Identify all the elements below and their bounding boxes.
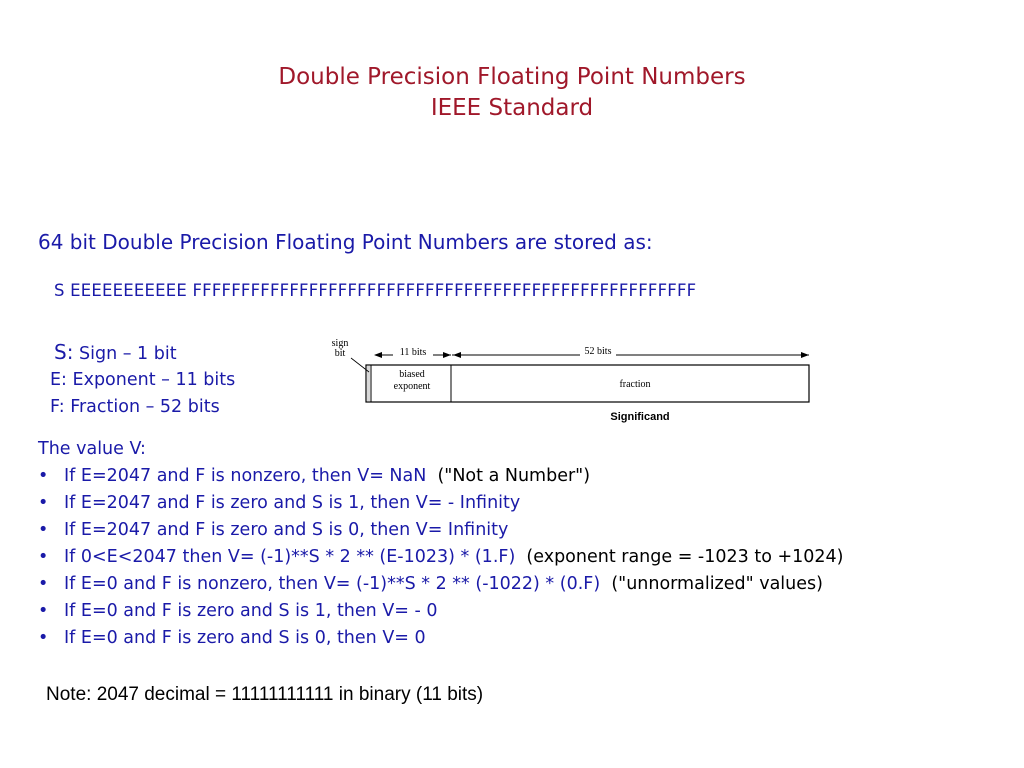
storage-heading: 64 bit Double Precision Floating Point Numbers are stored as: (38, 230, 653, 254)
rule-item (38, 463, 844, 490)
exponent-arrow-left (374, 352, 382, 358)
bullet: • (38, 493, 49, 513)
rule-note: ("unnormalized" values) (611, 574, 823, 594)
rule-item (38, 490, 844, 517)
value-intro: The value V: (38, 439, 146, 459)
rule-text: If E=2047 and F is nonzero, then V= NaN (64, 466, 427, 486)
bullet: • (38, 601, 49, 621)
bit-layout-string: S EEEEEEEEEEE FFFFFFFFFFFFFFFFFFFFFFFFFFFFFFFFFFFFFFFFFFFFFFFFFFFF (54, 281, 697, 300)
field-sign (54, 340, 177, 364)
field-exponent-desc: Exponent – 11 bits (72, 370, 236, 390)
rule-item (38, 544, 844, 571)
fraction-bits-label: 52 bits (580, 347, 616, 357)
rule-note: ("Not a Number") (437, 466, 591, 486)
sign-bit-label (325, 339, 355, 359)
fraction-arrow-left (453, 352, 461, 358)
rule-item (38, 517, 844, 544)
exponent-arrow-right (443, 352, 451, 358)
sign-label-line-2: bit (334, 348, 346, 359)
rule-item (38, 625, 844, 652)
rules-list (38, 463, 844, 652)
rule-item (38, 598, 844, 625)
field-sign-key: S: (54, 340, 74, 364)
rule-text: If E=2047 and F is zero and S is 0, then V= Infinity (64, 520, 509, 540)
bullet: • (38, 574, 49, 594)
field-sign-desc: Sign – 1 bit (79, 344, 177, 364)
exponent-box-line-1: biased (399, 369, 425, 380)
exponent-box-label (373, 369, 451, 393)
rule-text: If E=2047 and F is zero and S is 1, then V= - Infinity (64, 493, 521, 513)
field-exponent (50, 370, 235, 390)
bullet: • (38, 628, 49, 648)
rule-text: If E=0 and F is zero and S is 0, then V= 0 (64, 628, 426, 648)
rule-text: If E=0 and F is zero and S is 1, then V= - 0 (64, 601, 438, 621)
value-rules (38, 436, 844, 652)
significand-label: Significand (610, 411, 670, 423)
slide-title (0, 62, 1024, 124)
field-fraction (50, 397, 220, 417)
field-fraction-key: F: (50, 397, 65, 417)
rule-text: If 0<E<2047 then V= (-1)**S * 2 ** (E-1023) * (1.F) (64, 547, 516, 567)
exponent-bits-label: 11 bits (393, 348, 433, 358)
bullet: • (38, 466, 49, 486)
title-line-2: IEEE Standard (430, 95, 594, 121)
title-line-1: Double Precision Floating Point Numbers (278, 64, 746, 90)
sign-label-line-1: sign (331, 338, 349, 349)
bullet: • (38, 520, 49, 540)
double-format-diagram (325, 336, 820, 431)
fraction-arrow-right (801, 352, 809, 358)
rule-note: (exponent range = -1023 to +1024) (526, 547, 844, 567)
exponent-box-line-2: exponent (393, 381, 431, 392)
field-exponent-key: E: (50, 370, 67, 390)
rule-item (38, 571, 844, 598)
bullet: • (38, 547, 49, 567)
field-fraction-desc: Fraction – 52 bits (70, 397, 220, 417)
footnote: Note: 2047 decimal = 11111111111 in binary (11 bits) (46, 684, 484, 705)
rule-text: If E=0 and F is nonzero, then V= (-1)**S * 2 ** (-1022) * (0.F) (64, 574, 601, 594)
fraction-box-label: fraction (619, 379, 651, 390)
